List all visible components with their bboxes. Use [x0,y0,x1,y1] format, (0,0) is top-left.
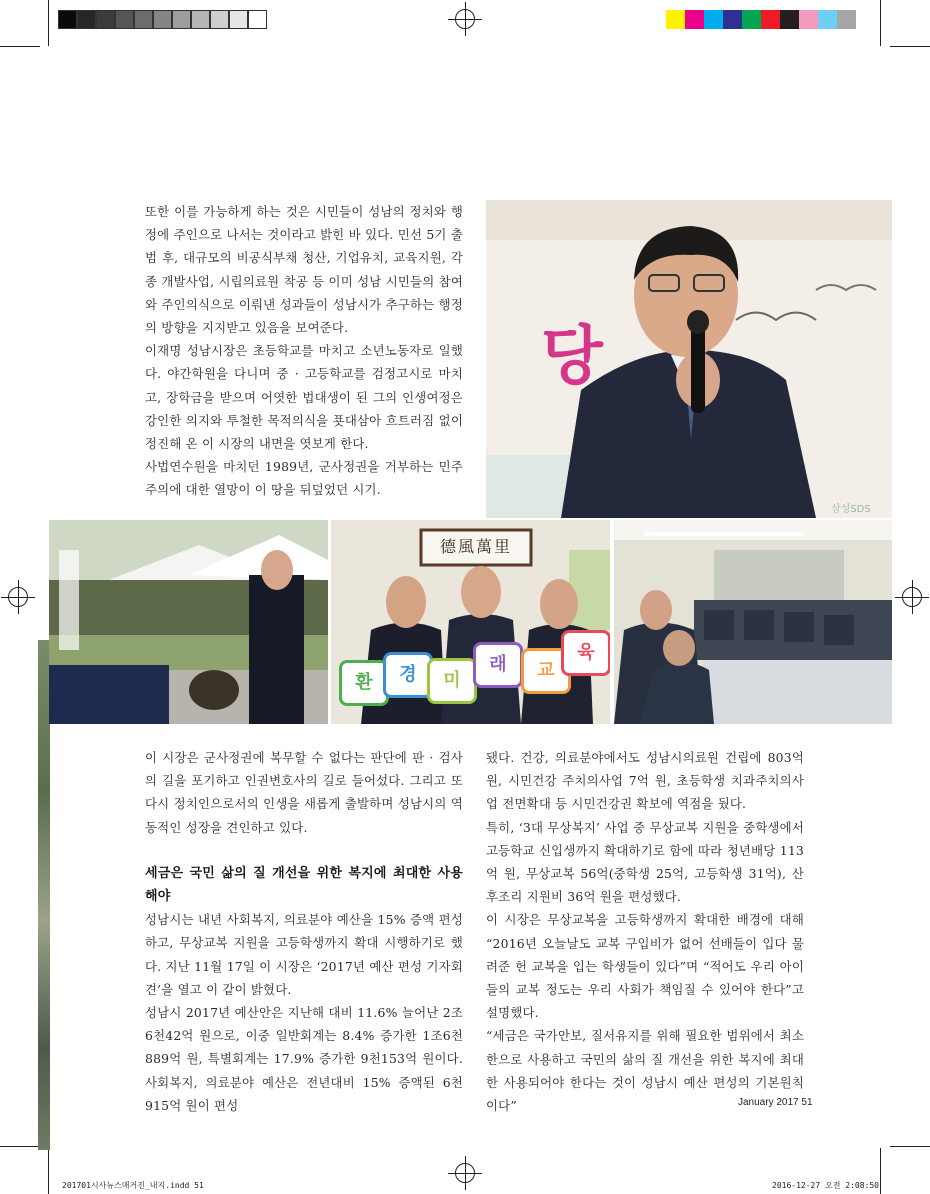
paragraph: “세금은 국가안보, 질서유지를 위해 필요한 범위에서 최소한으로 사용하고 국민의 삶의 질 개선을 위한 복지에 최대한 사용되어야 한다는 것이 성남시 예산 편성의 기본원칙이다” [486,1028,804,1114]
paragraph: 또한 이를 가능하게 하는 것은 시민들이 성남의 정치와 행정에 주인으로 나서는 것이라고 밝힌 바 있다. 민선 5기 출범 후, 대규모의 비공식부채 청산, 기업유치, 교육지원, 각종 개발사업, 시립의료원 착공 등 이미 성남 시민들의 참여와 주인의식으로 이뤄낸 성과들이 성남시가 추구하는 행정의 방향을 지지받고 있음을 보여준다. [145,204,463,336]
paragraph: 성남시는 내년 사회복지, 의료분야 예산을 15% 증액 편성하고, 무상교복 지원을 고등학생까지 확대 시행하기로 했다. 지난 11월 17일 이 시장은 ‘2017년 예산 편성 기자회견’을 열고 이 같이 밝혔다. [145,912,463,997]
gray-swatch [191,10,210,29]
banner-logo: 삼성SDS [831,504,871,515]
article-right-column [486,746,804,1117]
color-swatch [780,10,799,29]
puzzle-piece: 래 [473,642,523,688]
color-swatch [837,10,856,29]
gray-swatch [153,10,172,29]
gray-swatch [58,10,77,29]
memorial-photo [49,520,328,724]
gray-swatch [134,10,153,29]
crop-mark [48,0,49,46]
crop-mark [890,1146,930,1147]
registration-mark [902,587,922,607]
crop-mark [48,1148,49,1194]
gray-swatch [115,10,134,29]
paragraph: 이 시장은 군사정권에 복무할 수 없다는 판단에 판 · 검사의 길을 포기하고 인권변호사의 길로 들어섰다. 그리고 또다시 정치인으로서의 인생을 새롭게 출발하며 성남시의 역동적인 성장을 견인하고 있다. [145,750,463,835]
color-swatch [666,10,685,29]
gray-swatch [172,10,191,29]
article-left-column [145,746,463,1117]
color-swatch [799,10,818,29]
section-heading: 세금은 국민 삶의 질 개선을 위한 복지에 최대한 사용해야 [145,865,463,905]
crop-mark [890,46,930,47]
puzzle-piece: 교 [521,648,571,694]
paragraph: 성남시 2017년 예산안은 지난해 대비 11.6% 늘어난 2조6천42억 원으로, 이중 일반회계는 8.4% 증가한 1조6천889억 원, 특별회계는 17.9% 증가한 9천153억 원이다. 사회복지, 의료분야 예산은 전년대비 15% 증액된 6천915억 원이 편성 [145,1005,463,1113]
memorial-photo-illustration [49,520,328,724]
article-top-column [145,200,463,502]
registration-mark [8,587,28,607]
file-slug: 201701시사뉴스매거진_내지.indd 51 [62,1181,204,1190]
gray-swatch [248,10,267,29]
paragraph: 됐다. 건강, 의료분야에서도 성남시의료원 건립에 803억 원, 시민건강 주치의사업 7억 원, 초등학생 치과주치의사업 전면확대 등 시민건강권 확보에 역점을 뒀다. [486,750,804,812]
color-swatch [723,10,742,29]
color-swatch [761,10,780,29]
paragraph: 이 시장은 무상교복을 고등학생까지 확대한 배경에 대해 “2016년 오늘날도 교복 구입비가 없어 선배들이 입다 물려준 헌 교복을 입는 학생들이 있다”며 “적어도 우리 아이들의 교복 정도는 우리 사회가 책임질 수 있어야 한다”고 설명했다. [486,912,804,1021]
color-swatch [818,10,837,29]
registration-mark [455,1163,475,1183]
gray-swatch [229,10,248,29]
paragraph: 이재명 성남시장은 초등학교를 마치고 소년노동자로 일했다. 야간학원을 다니며 중 · 고등학교를 검정고시로 마치고, 장학금을 받으며 어엿한 법대생이 된 그의 인생여정은 강인한 의지와 투철한 목적의식을 푯대삼아 흐트러짐 없이 정진해 온 이 시장의 내면을 엿보게 한다. [145,343,463,452]
calligraphy-sign: 德風萬里 [439,537,512,556]
color-swatch [685,10,704,29]
print-timestamp: 2016-12-27 오전 2:08:50 [772,1181,879,1190]
crop-mark [0,46,40,47]
page-number: January 2017 51 [738,1097,813,1108]
gray-swatch [96,10,115,29]
crop-mark [880,1148,881,1194]
registration-mark [455,9,475,29]
crop-mark [0,1146,40,1147]
puzzle-piece: 환 [339,660,389,706]
banner-character: 당 [541,320,603,394]
paragraph: 특히, ‘3대 무상복지’ 사업 중 무상교복 지원을 중학생에서 고등학교 신입생까지 확대하기로 함에 따라 청년배당 113억 원, 무상교복 56억(중학생 25억, 고등학생 31억), 산후조리 지원비 36억 원을 편성했다. [486,819,804,905]
gray-swatch [77,10,96,29]
puzzle-piece: 미 [427,658,477,704]
puzzle-piece: 경 [383,652,433,698]
control-room-illustration [614,520,892,724]
color-swatch [704,10,723,29]
paragraph: 사법연수원을 마치던 1989년, 군사정권을 거부하는 민주주의에 대한 열망이 이 땅을 뒤덮었던 시기. [145,459,463,498]
education-puzzle-photo [331,520,610,724]
gray-swatch [210,10,229,29]
crop-mark [880,0,881,46]
mayor-speech-photo [486,200,892,518]
puzzle-piece: 육 [561,630,610,676]
control-room-photo [614,520,892,724]
color-swatch [742,10,761,29]
